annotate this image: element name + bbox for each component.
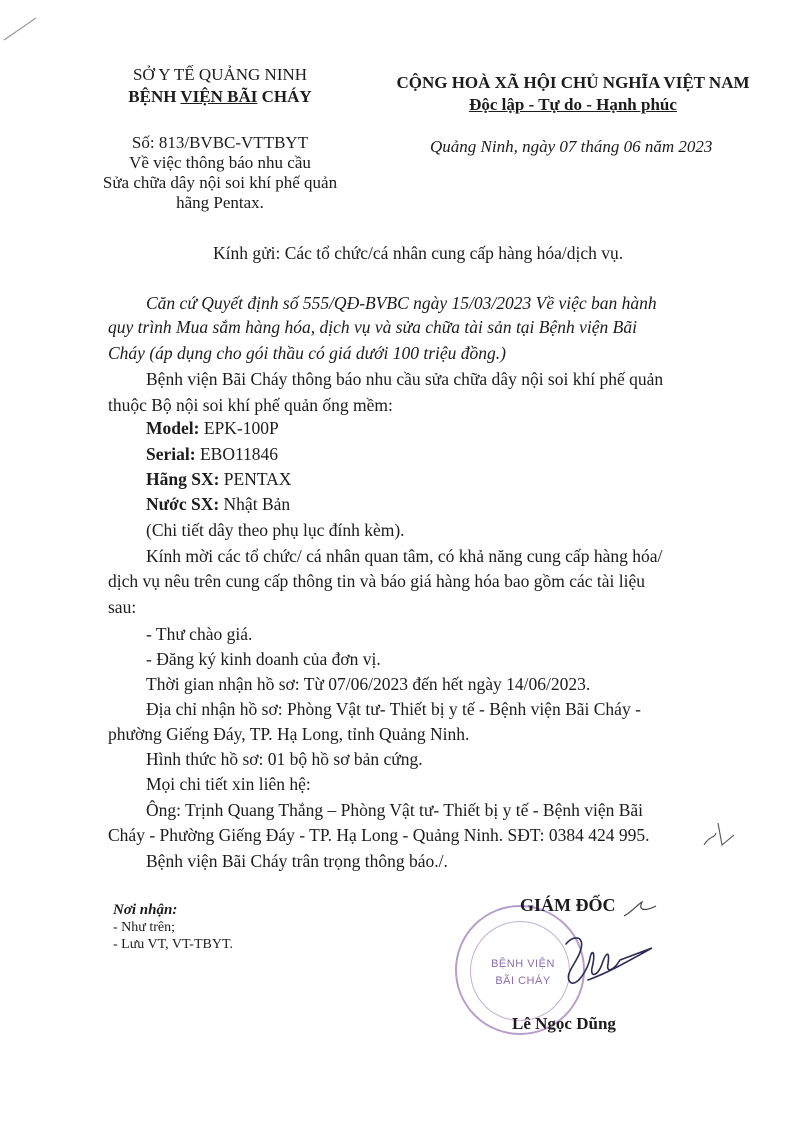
spec-serial: Serial: EBO11846 xyxy=(146,444,279,464)
invite-line-1: Kính mời các tổ chức/ cá nhân quan tâm, có khả năng cung cấp hàng hóa/ xyxy=(146,546,663,566)
national-motto: Độc lập - Tự do - Hạnh phúc xyxy=(469,95,677,114)
intro-line-1: Bệnh viện Bãi Cháy thông báo nhu cầu sửa chữa dây nội soi khí phế quản xyxy=(146,369,664,389)
signatory-name: Lê Ngọc Dũng xyxy=(512,1014,616,1033)
address-line-2: phường Giếng Đáy, TP. Hạ Long, tỉnh Quảng Ninh. xyxy=(108,724,470,744)
addressee: Kính gửi: Các tổ chức/cá nhân cung cấp hàng hóa/dịch vụ. xyxy=(213,243,624,263)
invite-line-2: dịch vụ nêu trên cung cấp thông tin và báo giá hàng hóa bao gồm các tài liệu xyxy=(108,571,645,591)
spec-model: Model: EPK-100P xyxy=(146,418,279,438)
basis-line-3: Cháy (áp dụng cho gói thầu có giá dưới 100 triệu đồng.) xyxy=(108,343,507,363)
invite-line-3: sau: xyxy=(108,597,137,617)
hospital-name: BỆNH VIỆN BÃI CHÁY xyxy=(128,87,312,106)
subject-line-3: hãng Pentax. xyxy=(176,193,264,212)
signatory-title: GIÁM ĐỐC xyxy=(520,895,616,915)
document-date: Quảng Ninh, ngày 07 tháng 06 năm 2023 xyxy=(430,137,713,156)
closing-line: Bệnh viện Bãi Cháy trân trọng thông báo./. xyxy=(146,851,448,871)
ministry-name: SỞ Y TẾ QUẢNG NINH xyxy=(132,65,308,84)
issuing-authority xyxy=(80,64,360,108)
basis-line-1: Căn cứ Quyết định số 555/QĐ-BVBC ngày 15/03/2023 Về việc ban hành xyxy=(146,293,657,313)
document-reference xyxy=(80,133,360,213)
spec-country: Nước SX: Nhật Bản xyxy=(146,494,291,514)
recipient-item: - Lưu VT, VT-TBYT. xyxy=(113,937,233,952)
recipient-item: - Như trên; xyxy=(113,920,176,935)
handwritten-signature-icon xyxy=(540,930,680,1010)
national-header xyxy=(378,72,768,116)
recipients-block xyxy=(113,902,233,953)
spec-manufacturer: Hãng SX: PENTAX xyxy=(146,469,292,489)
contact-line-2: Cháy - Phường Giếng Đáy - TP. Hạ Long - Quảng Ninh. SĐT: 0384 424 995. xyxy=(108,825,650,845)
subject-line-2: Sửa chữa dây nội soi khí phế quản xyxy=(102,173,338,192)
country-name: CỘNG HOÀ XÃ HỘI CHỦ NGHĨA VIỆT NAM xyxy=(396,73,750,92)
submission-time: Thời gian nhận hồ sơ: Từ 07/06/2023 đến hết ngày 14/06/2023. xyxy=(146,674,591,694)
recipients-title: Nơi nhận: xyxy=(113,902,178,918)
title-flourish-icon xyxy=(622,898,658,922)
doc-item: - Đăng ký kinh doanh của đơn vị. xyxy=(146,649,381,669)
stamp-text-1: BỆNH VIỆN xyxy=(491,958,555,970)
address-line-1: Địa chỉ nhận hồ sơ: Phòng Vật tư- Thiết bị y tế - Bệnh viện Bãi Cháy - xyxy=(146,699,641,719)
intro-line-2: thuộc Bộ nội soi khí phế quản ống mềm: xyxy=(108,395,393,415)
subject-line-1: Về việc thông báo nhu cầu xyxy=(129,153,311,172)
doc-item: - Thư chào giá. xyxy=(146,624,253,644)
spec-note: (Chi tiết dây theo phụ lục đính kèm). xyxy=(146,520,405,540)
stamp-text-2: BÃI CHÁY xyxy=(495,975,551,987)
basis-line-2: quy trình Mua sắm hàng hóa, dịch vụ và sửa chữa tài sản tại Bệnh viện Bãi xyxy=(108,317,637,337)
handwritten-tick-icon xyxy=(700,815,740,855)
contact-line-1: Ông: Trịnh Quang Thắng – Phòng Vật tư- Thiết bị y tế - Bệnh viện Bãi xyxy=(146,800,644,820)
contact-intro: Mọi chi tiết xin liên hệ: xyxy=(146,774,311,794)
submission-form: Hình thức hồ sơ: 01 bộ hồ sơ bản cứng. xyxy=(146,749,423,769)
reference-number: Số: 813/BVBC-VTTBYT xyxy=(131,133,309,152)
scan-pen-mark xyxy=(0,14,40,44)
